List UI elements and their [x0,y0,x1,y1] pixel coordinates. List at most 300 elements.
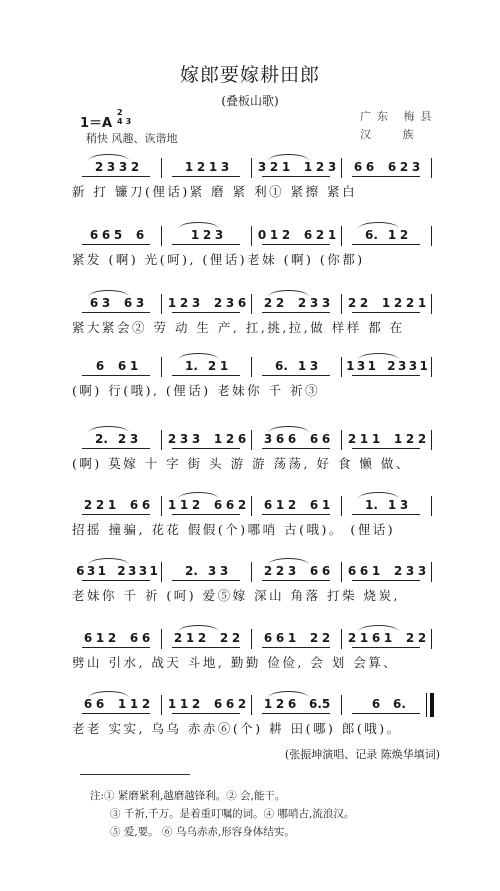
genre-label: 汉 族 [360,128,428,141]
note-digit: 6. [365,228,378,242]
measure [166,697,248,717]
note-digit: 6 [89,228,99,242]
lyrics-line: 新 打 镰刀(俚话)紧 磨 紧 利① 紧擦 紧白 [72,184,358,199]
measure [256,564,338,584]
footnote-divider [80,774,190,775]
note-digit: 1 [367,359,376,373]
barline [251,430,252,450]
note-digit: 1 [208,160,218,174]
note-digit: 3 [405,564,415,578]
note-digit: 3 [225,296,235,310]
music-system [72,683,432,753]
lyrics-line: 紧大紧会② 劳 动 生 产, 扛,挑,拉,做 样样 都 在 [72,320,405,335]
barline [161,695,162,715]
note-digit: 6 [263,631,273,645]
notation-row [72,345,432,381]
note-digit: 3 [128,564,137,578]
note-digit: 2 [213,296,223,310]
measure [166,160,248,180]
measure [256,631,338,651]
note-digit: 6 [287,432,297,446]
note-digit: 5 [113,228,123,242]
note-digit: 1 [275,498,285,512]
beam-line [262,244,330,245]
beam-line [352,244,420,245]
note-digit: 6 [371,697,381,711]
measure [76,296,158,316]
note-digit: 3 [287,564,297,578]
music-system [72,345,432,415]
note-digit: 1 [287,631,297,645]
slur-mark [88,558,129,565]
beam-line [262,713,330,714]
notation-row [72,484,432,520]
note-digit: 2 [287,498,297,512]
note-digit: 2 [173,631,183,645]
measure [166,498,248,518]
note-digit: 3 [411,160,421,174]
barline [341,357,342,377]
note-digit: 1. [185,359,198,373]
note-digit: 6 [83,631,93,645]
beam-line [352,375,420,376]
slur-mark [178,353,219,360]
measure [256,228,338,248]
note-digit: 1 [263,697,273,711]
barline [251,496,252,516]
measure [346,160,428,180]
note-digit: 3 [191,296,201,310]
note-digit: 1 [185,631,195,645]
note-digit: 2 [179,296,189,310]
measure [346,631,428,651]
slur-mark [268,691,309,698]
beam-line [172,176,240,177]
measure [256,296,338,316]
note-digit: 6 [237,432,247,446]
note-digit: 3 [220,160,230,174]
measure [166,296,248,316]
note-digit: 1 [327,228,337,242]
footnote-line: 注:① 紧磨紧利,越磨越锋利。② 会,能干。 [90,790,286,802]
key-signature: 1＝A [80,116,113,131]
note-digit: 2. [185,564,198,578]
origin-label: 广东 梅县 [360,110,438,123]
note-digit: 3 [309,296,319,310]
note-digit: 3 [356,359,366,373]
note-digit: 2 [263,296,273,310]
note-digit: 1 [303,160,313,174]
note-digit: 1. [365,498,378,512]
music-system [72,282,432,352]
barline [161,562,162,582]
beam-line [82,580,150,581]
note-digit: 6 [371,631,381,645]
note-digit: 3 [207,564,217,578]
slur-mark [358,625,399,632]
note-digit: 2 [387,359,396,373]
note-digit: 2 [225,432,235,446]
note-digit: 3 [263,432,273,446]
barline [251,629,252,649]
note-digit: 1 [167,498,177,512]
note-digit: 6 [141,498,151,512]
measure [346,564,428,584]
final-barline [430,693,434,717]
note-digit: 3 [135,296,145,310]
music-system [72,214,432,284]
beam-line [262,580,330,581]
measure [76,228,158,248]
barline [431,226,432,246]
note-digit: 2 [167,432,177,446]
lyrics-line: (啊) 行(哦), (俚话) 老妹你 千 祈③ [72,383,321,398]
beam-line [352,713,420,714]
beam-line [352,176,420,177]
note-digit: 2 [399,228,409,242]
note-digit: 2 [405,432,415,446]
beam-line [352,312,420,313]
beam-line [352,448,420,449]
barline [341,294,342,314]
beam-line [82,312,150,313]
barline [341,430,342,450]
note-digit: 2 [417,631,427,645]
note-digit: 1 [297,359,307,373]
song-subtitle: (叠板山歌) [221,94,279,108]
note-digit: 1 [381,296,391,310]
barline [431,496,432,516]
note-digit: 2 [263,564,273,578]
barline [251,158,252,178]
barline [341,629,342,649]
note-digit: 1 [359,432,369,446]
barline [161,357,162,377]
note-digit: 1 [219,359,229,373]
measure [76,697,158,717]
music-system [72,617,432,687]
note-digit: 3 [219,564,229,578]
note-digit: 1 [387,228,397,242]
barline [251,226,252,246]
note-digit: 6 [347,564,357,578]
slur-mark [88,154,129,161]
note-digit: 1 [167,697,177,711]
note-digit: 6 [353,160,363,174]
beam-line [172,448,240,449]
barline [161,294,162,314]
note-digit: 3 [101,296,111,310]
beam-line [172,713,240,714]
note-digit: 1 [419,359,428,373]
beam-line [82,244,150,245]
beam-line [262,375,330,376]
note-digit: 6 [129,498,139,512]
measure [346,296,428,316]
beam-line [352,647,420,648]
measure [346,432,428,452]
barline [161,629,162,649]
beam-line [172,244,240,245]
beam-line [82,514,150,515]
note-digit: 3 [321,296,331,310]
measure [256,160,338,180]
measure [76,432,158,452]
slur-mark [268,290,309,297]
lyrics-line: 紧发 (啊) 光(呵), (俚话)老妹 (啊) (你都) [72,252,365,267]
note-digit: 3 [408,359,418,373]
barline [341,226,342,246]
note-digit: 6 [135,228,145,242]
note-digit: 1 [184,160,194,174]
barline [341,695,342,715]
note-digit: 1 [417,296,427,310]
note-digit: 2 [202,228,212,242]
note-digit: 1 [179,697,189,711]
note-digit: 3 [138,564,148,578]
note-digit: 2 [83,498,93,512]
note-digit: 6 [95,359,105,373]
note-digit: 1 [129,697,139,711]
notation-row [72,146,432,182]
measure [166,432,248,452]
note-digit: 3 [129,432,139,446]
music-system [72,550,432,620]
note-digit: 6 [213,697,223,711]
notation-row [72,617,432,653]
note-digit: 2 [321,631,331,645]
notation-row [72,214,432,250]
measure [166,564,248,584]
slur-mark [88,290,129,297]
note-digit: 3 [106,160,116,174]
note-digit: 1 [97,564,106,578]
note-digit: 1 [117,697,127,711]
note-digit: 2 [417,432,427,446]
barline [341,562,342,582]
note-digit: 3 [118,160,128,174]
note-digit: 2 [281,228,291,242]
note-digit: 6. [309,697,322,711]
note-digit: 2 [117,564,126,578]
measure [346,498,428,518]
notation-row [72,282,432,318]
measure [346,228,428,248]
note-digit: 2 [393,564,403,578]
beam-line [262,647,330,648]
note-digit: 3 [398,359,407,373]
note-digit: 1 [281,160,291,174]
note-digit: 1 [359,631,369,645]
measure [166,631,248,651]
footnote-line: ⑤ 爱,要。 ⑥ 乌乌赤赤,形容身体结实。 [110,826,295,838]
slur-mark [268,558,309,565]
barline [431,158,432,178]
note-digit: 2 [130,160,140,174]
note-digit: 6 [225,498,235,512]
tempo-marking: 稍快 风趣、诙谐地 [86,132,178,145]
note-digit: 6 [76,564,85,578]
note-digit: 1 [179,498,189,512]
measure [346,359,428,379]
lyrics-line: 老老 实实, 乌乌 赤赤⑥(个) 耕 田(哪) 郎(哦)。 [72,721,402,736]
note-digit: 5 [321,697,331,711]
note-digit: 2 [405,296,415,310]
note-digit: 3 [257,160,267,174]
beam-line [172,375,240,376]
note-digit: 6 [83,697,93,711]
slur-mark [88,426,129,433]
note-digit: 1 [269,228,279,242]
notation-row [72,550,432,586]
note-digit: 6. [393,697,406,711]
note-digit: 6 [95,697,105,711]
lyrics-line: 招摇 撞骗, 花花 假假(个)哪哨 古(哦)。 (俚话) [72,522,396,537]
music-system [72,146,432,216]
beam-line [262,312,330,313]
note-digit: 6 [263,498,273,512]
slur-mark [178,492,219,499]
note-digit: 6 [129,631,139,645]
note-digit: 2 [117,432,127,446]
barline [431,629,432,649]
note-digit: 2 [269,160,279,174]
performer-credit: (张振坤演唱、记录 陈焕华填词) [284,748,440,761]
note-digit: 2. [95,432,108,446]
note-digit: 2 [347,631,357,645]
note-digit: 6 [89,296,99,310]
note-digit: 2 [275,564,285,578]
note-digit: 6 [141,631,151,645]
notation-row [72,683,432,719]
slur-mark [358,492,399,499]
note-digit: 2 [275,697,285,711]
note-digit: 2 [207,359,217,373]
barline [341,158,342,178]
beam-line [262,176,330,177]
note-digit: 3 [327,160,337,174]
barline [161,496,162,516]
lyrics-line: 劈山 引水, 战天 斗地, 勤勤 俭俭, 会 划 会算、 [72,655,399,670]
slur-mark [358,222,399,229]
note-digit: 2 [315,228,325,242]
notation-row [72,418,432,454]
note-digit: 6 [225,697,235,711]
beam-line [82,647,150,648]
note-digit: 1 [371,432,381,446]
note-digit: 3 [179,432,189,446]
lyrics-line: (啊) 莫嫁 十 字 街 头 游 游 荡荡, 好 食 懒 做、 [72,456,411,471]
music-system [72,484,432,554]
note-digit: 1 [190,228,200,242]
final-barline-thin [426,693,427,717]
note-digit: 2 [309,631,319,645]
note-digit: 6 [359,564,369,578]
barline [251,562,252,582]
measure [76,564,158,584]
note-digit: 1 [393,432,403,446]
note-digit: 2 [275,296,285,310]
beam-line [172,647,240,648]
note-digit: 6 [387,160,397,174]
note-digit: 2 [191,498,201,512]
note-digit: 2 [196,160,206,174]
note-digit: 2 [347,432,357,446]
note-digit: 1 [371,564,381,578]
barline [341,496,342,516]
beam-line [352,514,420,515]
beam-line [82,375,150,376]
note-digit: 1 [167,296,177,310]
note-digit: 3 [417,564,427,578]
note-digit: 1 [321,498,331,512]
barline [161,226,162,246]
note-digit: 1 [383,631,393,645]
note-digit: 6 [365,160,375,174]
note-digit: 2 [399,160,409,174]
note-digit: 6. [275,359,288,373]
note-digit: 1 [387,498,397,512]
measure [256,359,338,379]
note-digit: 2 [237,697,247,711]
note-digit: 6 [275,631,285,645]
note-digit: 2 [359,296,369,310]
note-digit: 3 [191,432,201,446]
note-digit: 2 [94,160,104,174]
note-digit: 6 [117,359,127,373]
note-digit: 2 [95,498,105,512]
measure [256,432,338,452]
note-digit: 2 [405,631,415,645]
beam-line [352,580,420,581]
note-digit: 1 [346,359,355,373]
barline [161,158,162,178]
music-system [72,418,432,488]
note-digit: 6 [309,564,319,578]
note-digit: 1 [95,631,105,645]
barline [431,562,432,582]
note-digit: 1 [213,432,223,446]
note-digit: 2 [141,697,151,711]
footnote-line: ③ 千祈,千万。是着重叮嘱的词。④ 哪哨古,流浪汉。 [110,808,355,820]
note-digit: 1 [149,564,158,578]
beam-line [262,448,330,449]
note-digit: 2 [237,498,247,512]
note-digit: 2 [191,697,201,711]
measure [256,498,338,518]
measure [76,631,158,651]
note-digit: 6 [309,498,319,512]
barline [251,357,252,377]
note-digit: 2 [393,296,403,310]
note-digit: 2 [347,296,357,310]
note-digit: 6 [237,296,247,310]
note-digit: 6 [287,697,297,711]
note-digit: 6 [321,564,331,578]
slur-mark [178,625,219,632]
barline [431,357,432,377]
song-title: 嫁郎要嫁耕田郎 [179,64,320,86]
measure [76,498,158,518]
note-digit: 1 [129,359,139,373]
note-digit: 6 [213,498,223,512]
beam-line [82,176,150,177]
note-digit: 6 [123,296,133,310]
beam-line [82,713,150,714]
note-digit: 3 [214,228,224,242]
barline [431,430,432,450]
beam-line [262,514,330,515]
